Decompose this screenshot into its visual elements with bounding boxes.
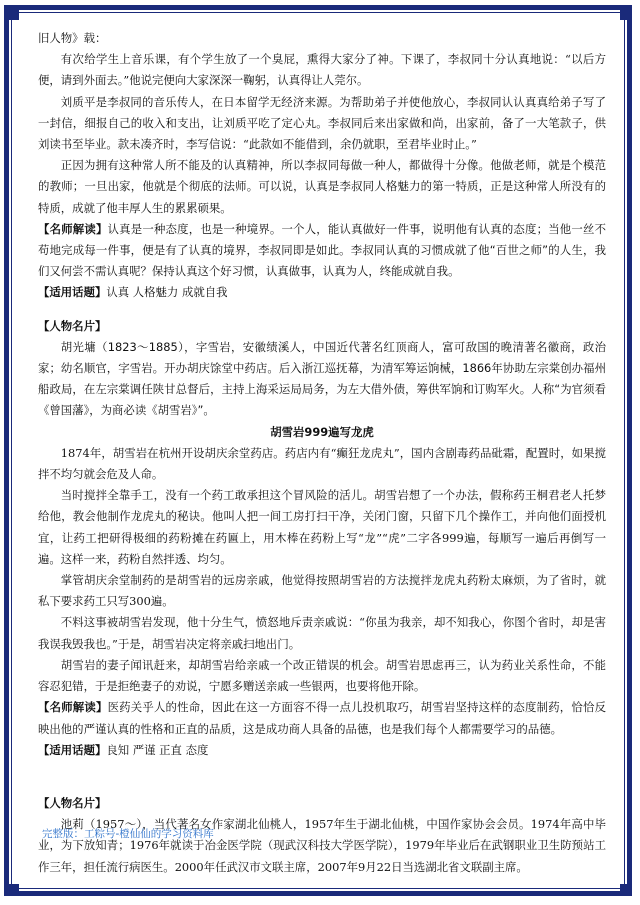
source-line: 旧人物》载： [38, 31, 107, 45]
profile-card-label: 【人物名片】 [38, 795, 107, 810]
border-corner-ornament [620, 884, 630, 894]
profile-bio: 胡光墉（1823～1885），字雪岩，安徽绩溪人，中国近代著名红顶商人，富可敌国的晚清著名徽商，政治家；幼名顺官，字雪岩。开办胡庆馀堂中药店。后入浙江巡抚幕，为清军筹运饷械，1866年协助左宗棠创办福州船政局，在左宗棠调任陕甘总督后，主持上海采运局局务，为左大借外债，筹供军饷和订购军火。人称“为官须看《曾国藩》，为商必读《胡雪岩》”。 [38, 339, 606, 418]
topics-paragraph [38, 282, 606, 303]
commentary-label: 【名师解读】 [38, 700, 108, 715]
profile-bio: 池莉（1957～），当代著名女作家湖北仙桃人，1957年生于湖北仙桃，中国作家协会会员。1974年高中毕业，为下放知青；1976年就读于冶金医学院（现武汉科技大学医学院），1979年毕业后在武钢职业卫生防预站工作三年，担任流行病医生。2000年任武汉市文联主席，2007年9月22日当选湖北省文联副主席。 [38, 817, 606, 874]
border-corner-ornament [620, 10, 630, 20]
story-paragraph: 胡雪岩的妻子闻讯赶来，却胡雪岩给亲戚一个改正错误的机会。胡雪岩思虑再三，认为药业关系性命，不能容忍犯错，于是拒绝妻子的劝说，宁愿多赠送亲戚一些银两，也要将他开除。 [38, 657, 606, 694]
profile-card-paragraph [38, 316, 606, 337]
topics-label: 【适用话题】 [38, 742, 107, 757]
commentary-text: 认真是一种态度，也是一种境界。一个人，能认真做好一件事，说明他有认真的态度；当他一丝不苟地完成每一件事，便是有了认真的境界，李叔同即是如此。李叔同认真的习惯成就了他“百世之师”的人生，我们又何尝不需认真呢？保持认真这个好习惯，认真做事，认真为人，终能成就自我。 [38, 221, 606, 279]
document-content [38, 28, 606, 878]
commentary-paragraph [38, 697, 606, 739]
story-paragraph: 刘质平是李叔同的音乐传人，在日本留学无经济来源。为帮助弟子并使他放心，李叔同认认真真给弟子写了一封信，细报自己的收入和支出，让刘质平吃了定心丸。李叔同后来出家做和尚，出家前，备了一大笔款子，供刘读书至毕业。款未凑齐时，李写信说：“此款如不能借到，余仍就职，至君毕业时止。” [38, 94, 606, 152]
story-paragraph: 掌管胡庆余堂制药的是胡雪岩的远房亲戚，他觉得按照胡雪岩的方法搅拌龙虎丸药粉太麻烦，为了省时，就私下要求药工只写300遍。 [38, 573, 606, 609]
topics-text: 良知 严谨 正直 态度 [106, 742, 209, 757]
footer-source-link[interactable]: 完整版：工粽号-橙仙仙的学习资料库 [42, 828, 214, 840]
section-spacer [38, 761, 606, 793]
border-corner-ornament [9, 884, 19, 894]
commentary-text: 医药关乎人的性命，因此在这一方面容不得一点儿投机取巧，胡雪岩坚持这样的态度制药，恰恰反映出他的严谨认真的性格和正直的品质，这是成功商人具备的品德，也是我们每个人都需要学习的品德。 [38, 700, 606, 736]
profile-card-paragraph [38, 793, 606, 814]
commentary-paragraph [38, 219, 606, 283]
story-title: 胡雪岩999遍写龙虎 [270, 424, 374, 439]
story-paragraph: 正因为拥有这种常人所不能及的认真精神，所以李叔同每做一种人，都做得十分像。他做老师，就是个模范的教师；一旦出家，他就是个彻底的法师。可以说，认真是李叔同人格魅力的第一特质，正是这种常人所没有的特质，成就了他丰厚人生的累累硕果。 [38, 158, 606, 215]
border-corner-ornament [9, 10, 19, 20]
story-paragraph: 1874年，胡雪岩在杭州开设胡庆余堂药店。药店内有“癫狂龙虎丸”，国内含剧毒药品砒霜，配置时，如果搅拌不均匀就会危及人命。 [38, 445, 606, 482]
story-paragraph: 不料这事被胡雪岩发现，他十分生气，愤怒地斥责亲戚说：“你虽为我亲，却不知我心，你图个省时，却是害我误我毁我也。”于是，胡雪岩决定将亲戚扫地出门。 [38, 615, 606, 651]
commentary-label: 【名师解读】 [38, 221, 108, 236]
topics-label: 【适用话题】 [38, 285, 107, 300]
story-paragraph: 当时搅拌全靠手工，没有一个药工敢承担这个冒风险的活儿。胡雪岩想了一个办法，假称药王桐君老人托梦给他，教会他制作龙虎丸的秘诀。他叫人把一间工房打扫干净，关闭门窗，只留下几个操作工，并向他们面授机宜，让药工把研得极细的药粉摊在药匾上，用木棒在药粉上写“龙”“虎”二字各999遍，每顺写一遍后再倒写一遍。这样一来，药粉自然拌透、均匀。 [38, 488, 606, 566]
topics-paragraph [38, 740, 606, 761]
profile-card-label: 【人物名片】 [38, 318, 107, 333]
topics-text: 认真 人格魅力 成就自我 [106, 285, 228, 300]
story-paragraph: 有次给学生上音乐课，有个学生放了一个臭屁，熏得大家分了神。下课了，李叔同十分认真地说：“以后方便，请到外面去。”他说完便向大家深深一鞠躬，认真得让人莞尔。 [38, 52, 606, 88]
